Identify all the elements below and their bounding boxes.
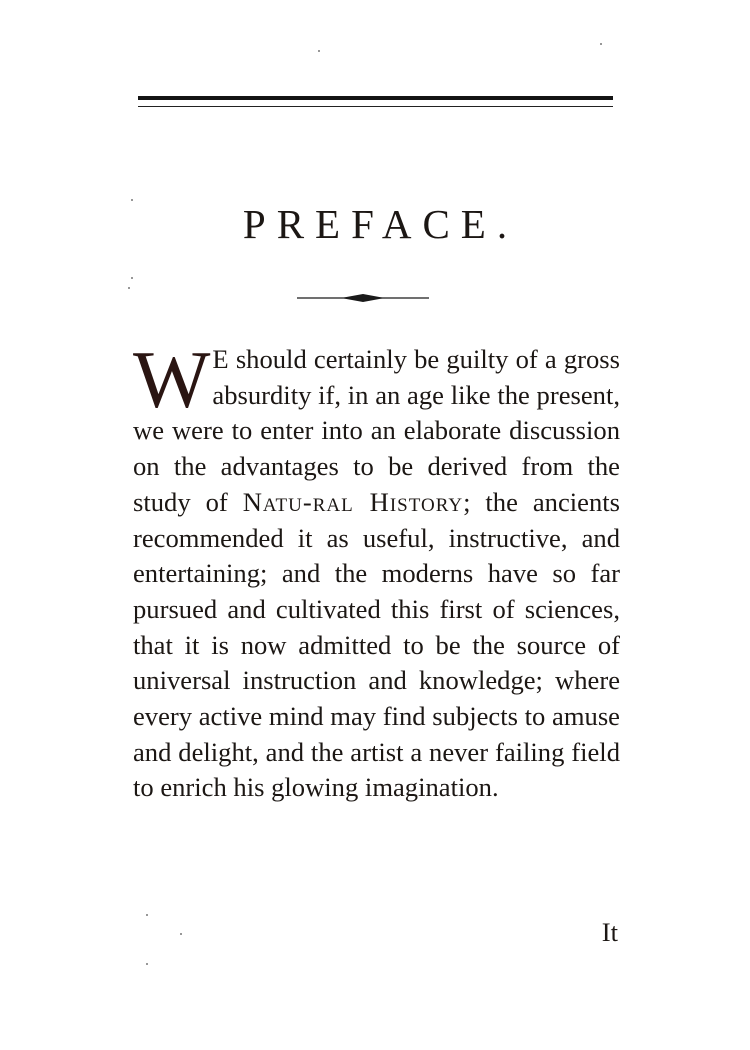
preface-body (133, 334, 620, 806)
scan-speck (131, 199, 133, 201)
preface-opening: E should certainly be guilty of a gross absurdity if, in an age like the present, we were to enter into an elaborate discussion on the advantages to be derived from the study of (133, 344, 620, 517)
ornament-rule (297, 290, 429, 306)
scan-speck (146, 963, 148, 965)
scan-speck (180, 933, 182, 935)
scan-speck (128, 287, 130, 289)
top-rule-thick (138, 96, 613, 100)
catchword: It (601, 917, 618, 947)
preface-closing: ; the ancients recommended it as useful, instructive, and entertaining; and the moderns have so far pursued and cultivated this first of sciences, that it is now admitted to be the source of universal instruction and knowledge; where every active mind may find subjects to amuse and delight, and the artist a never failing field to enrich his glowing imagination. (133, 486, 620, 803)
scan-speck (131, 277, 133, 279)
scan-speck (600, 43, 602, 45)
scan-speck (318, 50, 320, 52)
natural-history-small-caps: Natu-ral History (242, 486, 464, 517)
scan-speck (146, 914, 148, 916)
top-rule-thin (138, 106, 613, 107)
preface-title: PREFACE. (242, 201, 519, 247)
drop-cap: W (133, 334, 209, 425)
